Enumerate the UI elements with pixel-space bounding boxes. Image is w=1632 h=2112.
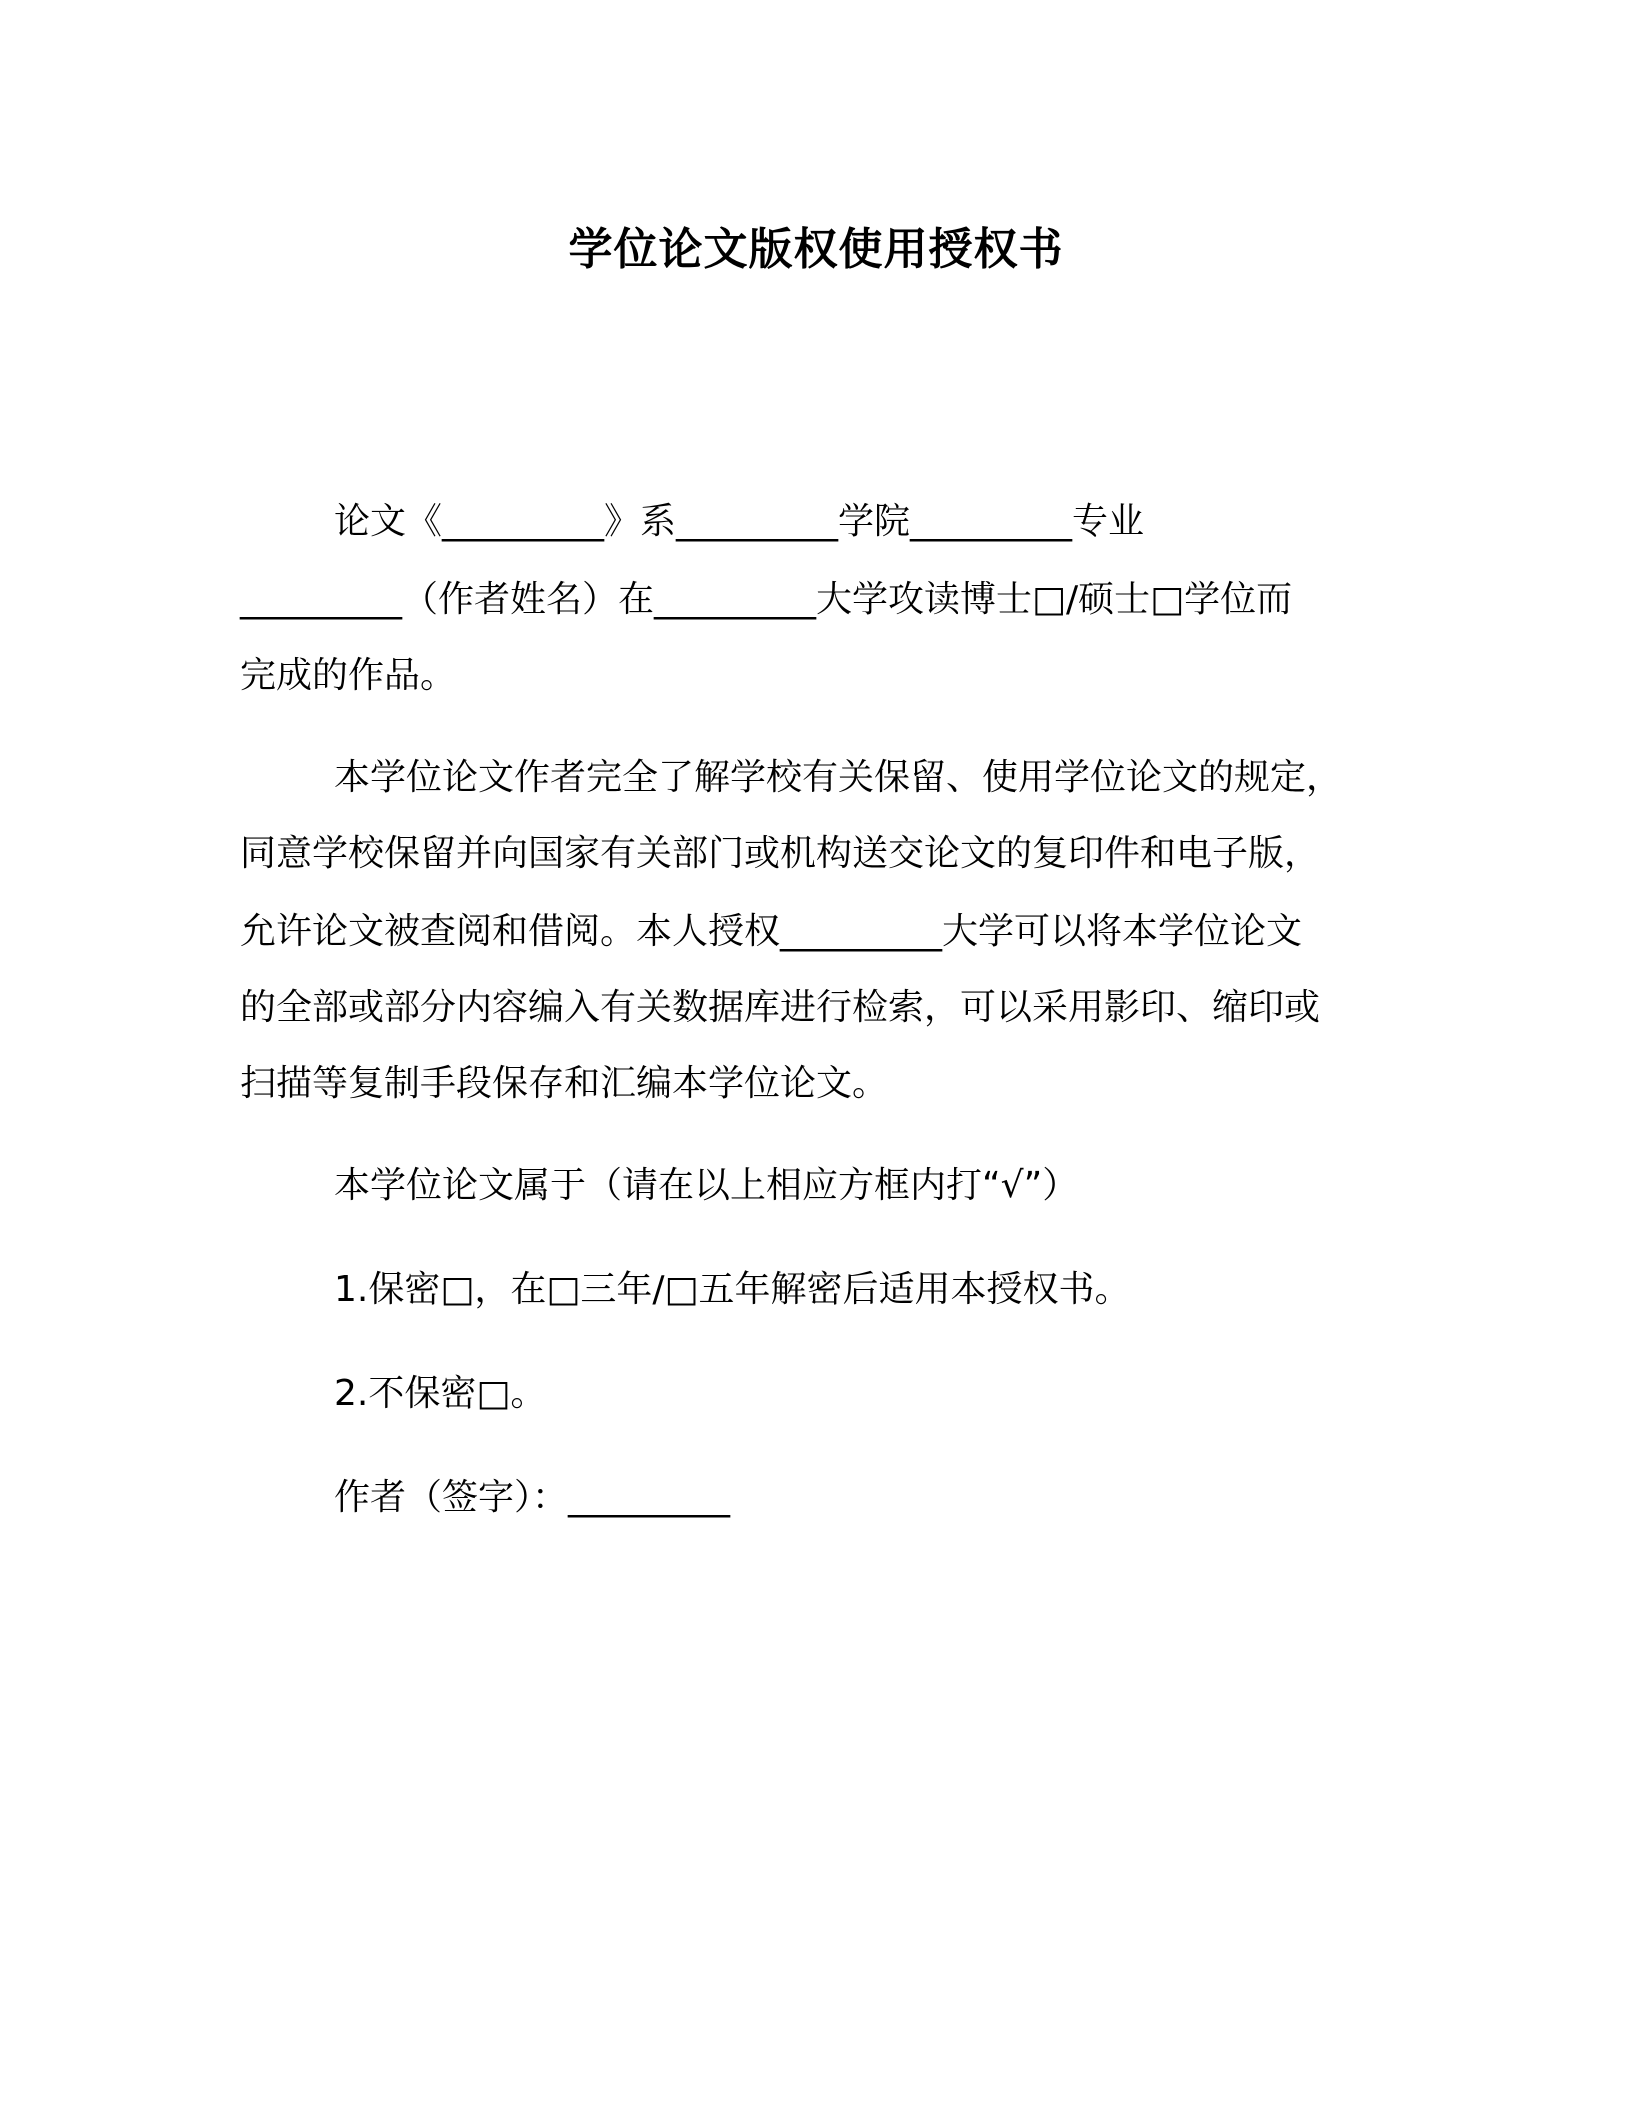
paragraph1-line3: 完成的作品。 [240, 655, 457, 696]
document-title: 学位论文版权使用授权书 [568, 224, 1064, 275]
paragraph2-line5: 扫描等复制手段保存和汇编本学位论文。 [240, 1063, 889, 1104]
option-not-confidential: 2.不保密□。 [334, 1373, 547, 1414]
paragraph1-line2: _________（作者姓名）在_________大学攻读博士□/硕士□学位而 [240, 579, 1293, 620]
paragraph2-line2: 同意学校保留并向国家有关部门或机构送交论文的复印件和电子版， [240, 833, 1321, 874]
author-signature-line: 作者（签字）：_________ [334, 1477, 731, 1518]
classification-intro: 本学位论文属于（请在以上相应方框内打“√”） [334, 1165, 1079, 1206]
paragraph2-line4: 的全部或部分内容编入有关数据库进行检索，可以采用影印、缩印或 [240, 987, 1321, 1028]
paragraph2-line1: 本学位论文作者完全了解学校有关保留、使用学位论文的规定， [334, 757, 1343, 798]
paragraph2-line3: 允许论文被查阅和借阅。本人授权_________大学可以将本学位论文 [240, 911, 1303, 952]
paragraph1-line1: 论文《_________》系_________学院_________专业 [334, 501, 1145, 542]
option-confidential: 1.保密□，在□三年/□五年解密后适用本授权书。 [334, 1269, 1131, 1310]
